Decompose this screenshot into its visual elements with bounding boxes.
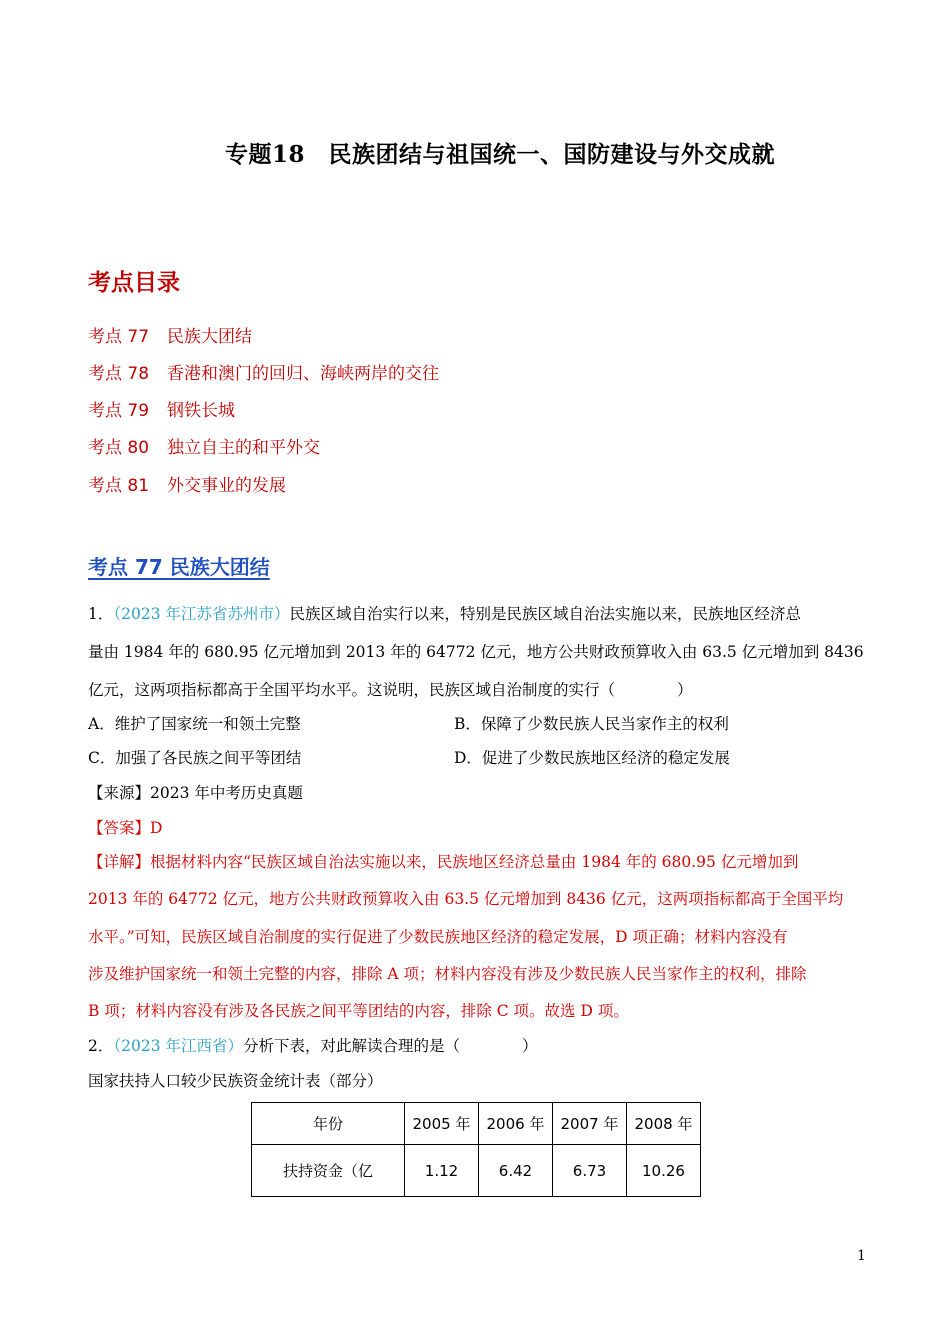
table-header-cell: 2006 年 xyxy=(479,1103,553,1145)
toc-item[interactable] xyxy=(88,396,235,421)
toc-item-text: 民族大团结 xyxy=(167,327,252,347)
toc-item-number: 考点 77 xyxy=(88,327,150,347)
table-cell: 1.12 xyxy=(405,1145,479,1197)
funding-table xyxy=(251,1102,701,1197)
q2-stem: 分析下表，对此解读合理的是（ ） xyxy=(243,1037,538,1055)
q1-line-2: 量由 1984 年的 680.95 亿元增加到 2013 年的 64772 亿元，地方公共财政预算收入由 63.5 亿元增加到 8436 xyxy=(88,643,864,661)
q1-source: （2023 年江苏省苏州市） xyxy=(113,605,290,623)
toc-item[interactable] xyxy=(88,433,320,458)
q1-line-1 xyxy=(88,604,801,624)
q2-source: （2023 年江西省） xyxy=(113,1037,243,1055)
q1-option-b[interactable]: B．保障了少数民族人民当家作主的权利 xyxy=(454,715,729,733)
toc-item-text: 钢铁长城 xyxy=(167,401,235,421)
q1-detail-line: 水平。”可知，民族区域自治制度的实行促进了少数民族地区经济的稳定发展，D 项正确；材料内容没有 xyxy=(88,928,788,946)
q2-stem-line xyxy=(88,1036,538,1056)
q1-answer: 【答案】D xyxy=(88,819,163,837)
toc-item-number: 考点 78 xyxy=(88,364,150,384)
q1-line-3: 亿元，这两项指标都高于全国平均水平。这说明，民族区域自治制度的实行（ ） xyxy=(88,681,693,699)
table-header-cell: 2008 年 xyxy=(627,1103,701,1145)
table-header-cell: 年份 xyxy=(252,1103,405,1145)
table-caption: 国家扶持人口较少民族资金统计表（部分） xyxy=(88,1072,383,1090)
table-header-row xyxy=(252,1103,701,1145)
toc-item-number: 考点 81 xyxy=(88,476,150,496)
q1-detail-line: 涉及维护国家统一和领土完整的内容，排除 A 项；材料内容没有涉及少数民族人民当家作主的权利，排除 xyxy=(88,965,807,983)
q1-detail-line: B 项；材料内容没有涉及各民族之间平等团结的内容，排除 C 项。故选 D 项。 xyxy=(88,1002,629,1020)
toc-item-text: 独立自主的和平外交 xyxy=(167,438,320,458)
table-header-cell: 2007 年 xyxy=(553,1103,627,1145)
toc-item[interactable] xyxy=(88,322,252,347)
table-row xyxy=(252,1145,701,1197)
q1-option-c[interactable]: C．加强了各民族之间平等团结 xyxy=(88,749,302,767)
table-cell: 扶持资金（亿 xyxy=(252,1145,405,1197)
q1-detail-line: 2013 年的 64772 亿元，地方公共财政预算收入由 63.5 亿元增加到 8436 亿元，这两项指标都高于全国平均 xyxy=(88,890,844,908)
q1-option-a[interactable]: A．维护了国家统一和领土完整 xyxy=(88,715,301,733)
q1-source-line: 【来源】2023 年中考历史真题 xyxy=(88,784,303,802)
q2-number: 2． xyxy=(88,1037,114,1055)
toc-item-text: 香港和澳门的回归、海峡两岸的交往 xyxy=(167,364,439,384)
toc-item[interactable] xyxy=(88,359,439,384)
table-cell: 6.73 xyxy=(553,1145,627,1197)
table-header-cell: 2005 年 xyxy=(405,1103,479,1145)
q1-text: 民族区域自治实行以来，特别是民族区域自治法实施以来，民族地区经济总 xyxy=(289,605,802,623)
toc-item-text: 外交事业的发展 xyxy=(167,476,286,496)
q1-detail-line: 【详解】根据材料内容“民族区域自治法实施以来，民族地区经济总量由 1984 年的 680.95 亿元增加到 xyxy=(88,853,799,871)
table-cell: 10.26 xyxy=(627,1145,701,1197)
page-number: 1 xyxy=(857,1248,866,1264)
document-title: 专题18 民族团结与祖国统一、国防建设与外交成就 xyxy=(224,141,775,168)
toc-heading: 考点目录 xyxy=(88,270,180,296)
toc-item-number: 考点 79 xyxy=(88,401,150,421)
section-heading-link[interactable]: 考点 77 民族大团结 xyxy=(88,555,270,579)
q1-option-d[interactable]: D．促进了少数民族地区经济的稳定发展 xyxy=(454,749,730,767)
table-cell: 6.42 xyxy=(479,1145,553,1197)
toc-item[interactable] xyxy=(88,471,286,496)
toc-item-number: 考点 80 xyxy=(88,438,150,458)
q1-number: 1． xyxy=(88,605,114,623)
